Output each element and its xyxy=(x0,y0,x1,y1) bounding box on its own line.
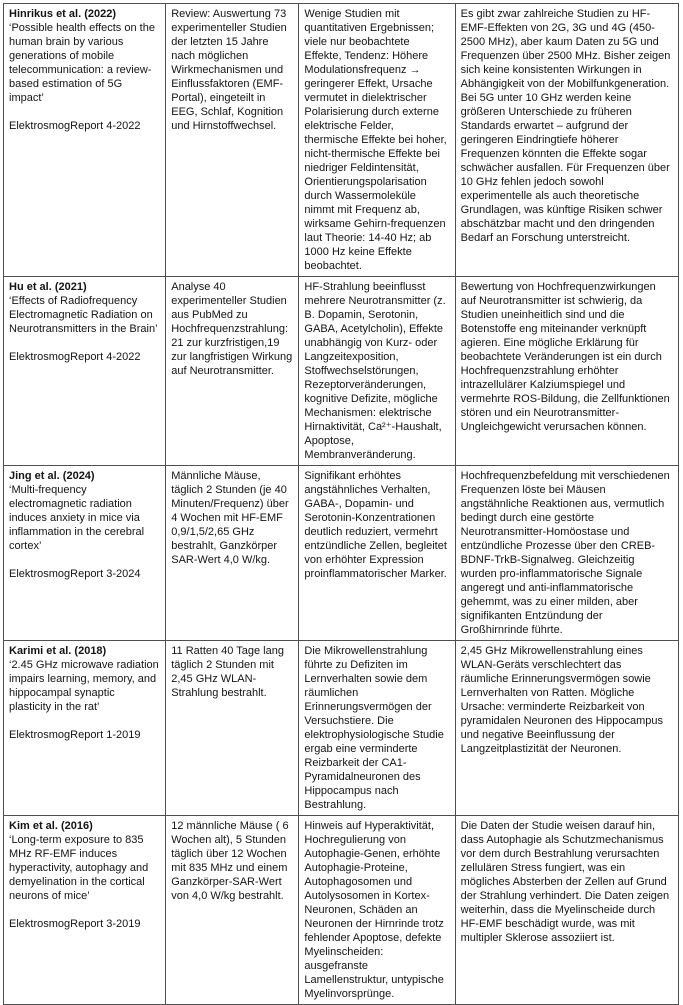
study-cell xyxy=(4,4,166,277)
method-cell xyxy=(166,641,299,816)
study-cell xyxy=(4,816,166,1005)
study-source: ElektrosmogReport 4-2022 xyxy=(9,120,141,132)
method-text: 12 männliche Mäuse ( 6 Wochen alt), 5 Stunden täglich über 12 Wochen mit 835 MHz und einem Ganzkörper-SAR-Wert von 4,0 W/kg bestrahlt. xyxy=(171,820,289,902)
study-cell xyxy=(4,641,166,816)
assessment-text: Die Daten der Studie weisen darauf hin, dass Autophagie als Schutzmechanismus vor dem durch Bestrahlung verursachten zellulären Stress fungiert, was ein mögliches Absterben der Zellen auf Grund der Strahlung verhindert. Die Daten zeigen weiterhin, dass die Myelinscheide durch HF-EMF beschädigt wurde, was mit multipler Sklerose assoziiert ist. xyxy=(460,820,670,944)
assessment-text: 2,45 GHz Mikrowellenstrahlung eines WLAN-Geräts verschlechtert das räumliche Erinnerungsvermögen sowie Lernverhalten von Ratten. Mögliche Ursache: verminderte Reizbarkeit von pyramidalen Neuronen des Hippocampus und negative Beeinflussung der Langzeitplastizität der Neuronen. xyxy=(460,645,664,755)
study-citation: Kim et al. (2016) xyxy=(9,820,93,832)
findings-text: HF-Strahlung beeinflusst mehrere Neurotransmitter (z. B. Dopamin, Serotonin, GABA, Acetylcholin), Effekte unabhängig von Kurz- oder Langzeitexposition, Stoffwechselstörungen, Rezeptorveränderungen, kognitive Defizite, mögliche Mechanismen: elektrische Hirnaktivität, Ca²⁺-Haushalt, Apoptose, Membranveränderung. xyxy=(304,281,446,461)
method-cell xyxy=(166,466,299,641)
study-title: ‘Effects of Radiofrequency Electromagnetic Radiation on Neurotransmitters in the Brain’ xyxy=(9,295,158,335)
method-cell xyxy=(166,4,299,277)
study-title: ‘Long-term exposure to 835 MHz RF-EMF induces hyperactivity, autophagy and demyelination in the cortical neurons of mice’ xyxy=(9,834,149,902)
table-row xyxy=(4,466,679,641)
study-title: ‘Multi-frequency electromagnetic radiation induces anxiety in mice via inflammation in the cerebral cortex’ xyxy=(9,484,145,552)
assessment-text: Es gibt zwar zahlreiche Studien zu HF-EMF-Effekten von 2G, 3G und 4G (450-2500 MHz), aber kaum Daten zu 5G und Frequenzen über 2500 MHz. Bisher zeigen sich keine konsistenten Wirkungen in Abhängigkeit von der Mobilfunkgeneration. Bei 5G unter 10 GHz werden keine größeren Unterschiede zu früheren Standards erwartet – aufgrund der geringeren Eindringtiefe höherer Frequenzen könnten die Effekte sogar schwächer ausfallen. Für Frequenzen über 10 GHz fehlen jedoch sowohl experimentelle als auch theoretische Grundlagen, was künftige Risiken schwer abschätzbar macht und den dringenden Bedarf an Forschung unterstreicht. xyxy=(460,8,671,244)
findings-cell xyxy=(299,816,455,1005)
study-source: ElektrosmogReport 3-2019 xyxy=(9,918,141,930)
findings-text: Signifikant erhöhtes angstähnliches Verhalten, GABA-, Dopamin- und Serotonin-Konzentrationen deutlich reduziert, vermehrt entzündliche Zellen, begleitet von erhöhter Expression proinflammatorischer Marker. xyxy=(304,470,447,580)
table-row xyxy=(4,816,679,1005)
study-citation: Jing et al. (2024) xyxy=(9,470,95,482)
table-row xyxy=(4,277,679,466)
study-citation: Karimi et al. (2018) xyxy=(9,645,107,657)
assessment-cell xyxy=(455,816,678,1005)
method-cell xyxy=(166,816,299,1005)
findings-cell xyxy=(299,4,455,277)
study-source: ElektrosmogReport 1-2019 xyxy=(9,729,141,741)
method-text: Männliche Mäuse, täglich 2 Stunden (je 40 Minuten/Frequenz) über 4 Wochen mit HF-EMF 0,9/1,5/2,65 GHz bestrahlt, Ganzkörper SAR-Wert 4,0 W/kg. xyxy=(171,470,289,566)
findings-cell xyxy=(299,466,455,641)
table-row xyxy=(4,641,679,816)
study-cell xyxy=(4,466,166,641)
assessment-cell xyxy=(455,4,678,277)
study-title: ‘Possible health effects on the human brain by various generations of mobile telecommunication: a review-based estimation of 5G impact’ xyxy=(9,22,155,104)
method-text: Analyse 40 experimenteller Studien aus PubMed zu Hochfrequenzstrahlung: 21 zur kurzfristigen,19 zur langfristigen Wirkung auf Neurotransmitter. xyxy=(171,281,293,377)
method-cell xyxy=(166,277,299,466)
study-citation: Hinrikus et al. (2022) xyxy=(9,8,116,20)
findings-text: Hinweis auf Hyperaktivität, Hochregulierung von Autophagie-Genen, erhöhte Autophagie-Proteine, Autophagosomen und Autolysosomen in Kortex-Neuronen, Schäden an Neuronen der Hirnrinde trotz fehlender Apoptose, defekte Myelinscheiden: ausgefranste Lamellenstruktur, untypische Myelinvorsprünge. xyxy=(304,820,444,1000)
study-citation: Hu et al. (2021) xyxy=(9,281,87,293)
findings-cell xyxy=(299,641,455,816)
assessment-text: Hochfrequenzbefeldung mit verschiedenen Frequenzen löste bei Mäusen angstähnliche Reaktionen aus, vermutlich bedingt durch eine gestörte Neurotransmitter-Homöostase und entzündliche Prozesse über den CREB-BDNF-TrkB-Signalweg. Gleichzeitig wurden pro-inflammatorische Signale angeregt und anti-inflammatorische gehemmt, was zu einer milden, aber signifikanten Entzündung der Großhirnrinde führte. xyxy=(460,470,670,636)
table-row xyxy=(4,4,679,277)
study-title: ‘2.45 GHz microwave radiation impairs learning, memory, and hippocampal synaptic plasticity in the rat’ xyxy=(9,659,159,713)
study-source: ElektrosmogReport 3-2024 xyxy=(9,568,141,580)
studies-table xyxy=(3,3,679,1005)
assessment-text: Bewertung von Hochfrequenzwirkungen auf Neurotransmitter ist schwierig, da Studien uneinheitlich sind und die Botenstoffe eng miteinander verknüpft agieren. Eine mögliche Erklärung für beobachtete Veränderungen ist ein durch Hochfrequenzstrahlung erhöhter intrazellulärer Kalziumspiegel und vermehrte ROS-Bildung, die Zellfunktionen stören und ein Neurotransmitter-Ungleichgewicht verursachen können. xyxy=(460,281,670,433)
findings-text: Die Mikrowellenstrahlung führte zu Defiziten im Lernverhalten sowie dem räumlichen Erinnerungsvermögen der Versuchstiere. Die elektrophysiologische Studie ergab eine verminderte Reizbarkeit der CA1-Pyramidalneuronen des Hippocampus nach Bestrahlung. xyxy=(304,645,444,811)
study-cell xyxy=(4,277,166,466)
assessment-cell xyxy=(455,277,678,466)
findings-text: Wenige Studien mit quantitativen Ergebnissen; viele nur beobachtete Effekte, Tendenz: Höhere Modulationsfrequenz → geringerer Effekt, Ursache vermutet in dielektrischer Polarisierung durch externe elektrische Felder, thermische Effekte bei hoher, nicht-thermische Effekte bei niedriger Feldintensität, Orientierungspolarisation durch Wassermoleküle nimmt mit Frequenz ab, wirksame Gehirn-frequenzen laut Theorie: 14-40 Hz; ab 1000 Hz keine Effekte beobachtet. xyxy=(304,8,447,272)
assessment-cell xyxy=(455,466,678,641)
study-source: ElektrosmogReport 4-2022 xyxy=(9,351,141,363)
method-text: 11 Ratten 40 Tage lang täglich 2 Stunden mit 2,45 GHz WLAN-Strahlung bestrahlt. xyxy=(171,645,284,699)
findings-cell xyxy=(299,277,455,466)
method-text: Review: Auswertung 73 experimenteller Studien der letzten 15 Jahre nach möglichen Wirkmechanismen und Einflussfaktoren (EMF-Portal), eingeteilt in EEG, Schlaf, Kognition und Hirnstoffwechsel. xyxy=(171,8,287,132)
assessment-cell xyxy=(455,641,678,816)
